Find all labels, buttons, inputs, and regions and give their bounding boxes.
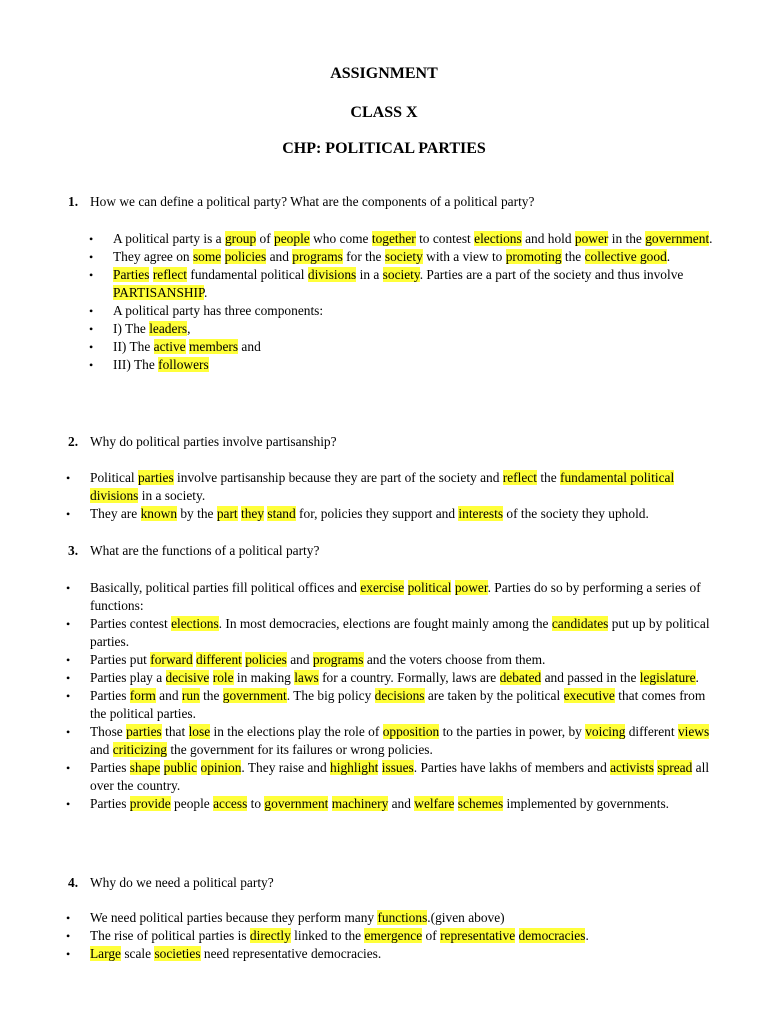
answer-text: by the [177, 506, 217, 521]
highlighted-keyword: shape [129, 760, 161, 775]
answer-text: , [187, 321, 191, 336]
answer-text: . [203, 285, 208, 300]
highlighted-keyword: government [264, 796, 329, 811]
answer-text: and [388, 796, 415, 811]
highlighted-keyword: fundamental political [560, 470, 675, 485]
bullet-point: • [66, 911, 71, 925]
highlighted-keyword: emergence [364, 928, 423, 943]
answer-text: different [625, 724, 678, 739]
highlighted-keyword: reflect [152, 267, 188, 282]
answer-text: scale [120, 946, 155, 961]
highlighted-keyword: collective good [584, 249, 667, 264]
answer-text: linked to the [290, 928, 365, 943]
bullet-point: • [66, 947, 71, 961]
highlighted-keyword: together [371, 231, 416, 246]
answer-item [89, 320, 713, 338]
highlighted-keyword: divisions [307, 267, 357, 282]
question-text: What are the functions of a political party? [90, 543, 320, 558]
answer-item [66, 579, 722, 615]
answer-text: are taken by the political [424, 688, 564, 703]
answer-text: of [256, 231, 275, 246]
answer-text: to contest [415, 231, 475, 246]
question-2 [68, 433, 728, 451]
highlighted-keyword: laws [294, 670, 319, 685]
answer-text: and passed in the [541, 670, 640, 685]
answer-item [89, 338, 713, 356]
highlighted-keyword: promoting [505, 249, 562, 264]
highlighted-keyword: legislature [639, 670, 696, 685]
highlighted-keyword: functions [377, 910, 428, 925]
highlighted-keyword: debated [499, 670, 542, 685]
question-number: 3. [68, 543, 79, 558]
highlighted-keyword: political [407, 580, 452, 595]
answer-item [66, 615, 722, 651]
answer-text: and [155, 688, 182, 703]
highlighted-keyword: directly [249, 928, 291, 943]
highlighted-keyword: society [382, 267, 420, 282]
highlighted-keyword: form [129, 688, 156, 703]
bullet-point: • [66, 761, 71, 775]
answer-item [89, 266, 713, 302]
answer-text: people [170, 796, 214, 811]
highlighted-keyword: provide [129, 796, 171, 811]
highlighted-keyword: machinery [331, 796, 389, 811]
answer-text: I) The [113, 321, 150, 336]
answer-text: the [561, 249, 585, 264]
highlighted-keyword: societies [154, 946, 201, 961]
highlighted-keyword: different [196, 652, 242, 667]
question-3 [68, 542, 728, 560]
highlighted-keyword: public [163, 760, 198, 775]
answer-item [66, 687, 722, 723]
highlighted-keyword: leaders [149, 321, 188, 336]
answer-item [89, 356, 713, 374]
answer-list-1 [89, 230, 713, 374]
highlighted-keyword: followers [158, 357, 209, 372]
question-number: 2. [68, 434, 79, 449]
answer-text: .(given above) [427, 910, 505, 925]
answer-text: for, policies they support and [295, 506, 459, 521]
highlighted-keyword: group [224, 231, 257, 246]
highlighted-keyword: programs [292, 249, 343, 264]
question-4 [68, 874, 728, 892]
answer-text: fundamental political [187, 267, 308, 282]
answer-list-3 [66, 579, 722, 813]
bullet-point: • [89, 322, 94, 336]
highlighted-keyword: voicing [585, 724, 626, 739]
bullet-point: • [66, 581, 71, 595]
highlighted-keyword: society [384, 249, 423, 264]
answer-text: for a country. Formally, laws are [318, 670, 500, 685]
highlighted-keyword: active [153, 339, 186, 354]
answer-item [89, 302, 713, 320]
answer-text: in making [233, 670, 295, 685]
answer-list-4 [66, 909, 722, 963]
bullet-point: • [66, 797, 71, 811]
answer-item [66, 723, 722, 759]
question-text: Why do we need a political party? [90, 875, 274, 890]
answer-text: to [247, 796, 265, 811]
answer-text: and [286, 652, 313, 667]
answer-text: . Parties are a part of the society and thus involve [419, 267, 684, 282]
highlighted-keyword: role [212, 670, 234, 685]
highlighted-keyword: policies [224, 249, 267, 264]
answer-text: who come [309, 231, 372, 246]
class-title: CLASS X [350, 104, 418, 121]
answer-text: of [422, 928, 441, 943]
answer-text: all over the country. [90, 760, 710, 793]
answer-text: Parties [90, 760, 130, 775]
highlighted-keyword: people [274, 231, 310, 246]
question-number: 4. [68, 875, 79, 890]
answer-text: III) The [113, 357, 159, 372]
answer-text: Basically, political parties fill political offices and [90, 580, 361, 595]
highlighted-keyword: PARTISANSHIP [113, 285, 204, 300]
highlighted-keyword: members [188, 339, 239, 354]
answer-text: and [266, 249, 293, 264]
highlighted-keyword: Parties [113, 267, 150, 282]
answer-item [66, 505, 722, 523]
answer-item [66, 669, 722, 687]
answer-text: that comes from the political parties. [90, 688, 706, 721]
answer-text: and [238, 339, 261, 354]
bullet-point: • [89, 250, 94, 264]
highlighted-keyword: exercise [360, 580, 405, 595]
highlighted-keyword: some [192, 249, 222, 264]
bullet-point: • [89, 340, 94, 354]
highlighted-keyword: democracies [518, 928, 586, 943]
question-text: Why do political parties involve partisanship? [90, 434, 337, 449]
bullet-point: • [89, 232, 94, 246]
answer-text: and hold [521, 231, 575, 246]
highlighted-keyword: opinion [200, 760, 242, 775]
highlighted-keyword: part [216, 506, 238, 521]
highlighted-keyword: elections [474, 231, 522, 246]
answer-text: in the [608, 231, 646, 246]
highlighted-keyword: power [574, 231, 609, 246]
answer-item [89, 230, 713, 248]
highlighted-keyword: schemes [457, 796, 504, 811]
highlighted-keyword: executive [563, 688, 615, 703]
highlighted-keyword: stand [267, 506, 296, 521]
highlighted-keyword: spread [657, 760, 693, 775]
answer-text: II) The [113, 339, 154, 354]
answer-text: that [161, 724, 189, 739]
highlighted-keyword: they [241, 506, 265, 521]
highlighted-keyword: reflect [502, 470, 537, 485]
highlighted-keyword: programs [312, 652, 364, 667]
answer-text: and the voters choose from them. [363, 652, 546, 667]
answer-text: . [695, 670, 699, 685]
answer-text: . In most democracies, elections are fought mainly among the [218, 616, 552, 631]
bullet-point: • [66, 725, 71, 739]
answer-text: Parties contest [90, 616, 172, 631]
bullet-point: • [66, 653, 71, 667]
answer-text: in the elections play the role of [210, 724, 383, 739]
highlighted-keyword: opposition [382, 724, 440, 739]
highlighted-keyword: criticizing [112, 742, 167, 757]
answer-text: Parties [90, 688, 130, 703]
answer-text: Parties put [90, 652, 151, 667]
answer-text: involve partisanship because they are part of the society and [173, 470, 503, 485]
answer-text: The rise of political parties is [90, 928, 250, 943]
highlighted-keyword: interests [458, 506, 504, 521]
answer-text: the government for its failures or wrong policies. [166, 742, 433, 757]
highlighted-keyword: divisions [90, 488, 139, 503]
answer-text: Parties [90, 796, 130, 811]
answer-item [66, 759, 722, 795]
answer-text [197, 760, 200, 775]
answer-item [66, 469, 722, 505]
bullet-point: • [89, 268, 94, 282]
question-number: 1. [68, 194, 79, 209]
answer-text: They are [90, 506, 141, 521]
assignment-title: ASSIGNMENT [330, 65, 438, 82]
bullet-point: • [66, 929, 71, 943]
highlighted-keyword: candidates [551, 616, 609, 631]
highlighted-keyword: policies [245, 652, 287, 667]
highlighted-keyword: run [181, 688, 200, 703]
answer-text: with a view to [422, 249, 506, 264]
answer-text: They agree on [113, 249, 193, 264]
answer-item [66, 927, 722, 945]
highlighted-keyword: issues [381, 760, 414, 775]
answer-item [89, 248, 713, 266]
answer-text: . They raise and [241, 760, 331, 775]
answer-text: We need political parties because they perform many [90, 910, 378, 925]
answer-text: in a society. [138, 488, 206, 503]
highlighted-keyword: decisive [165, 670, 210, 685]
answer-text: . [709, 231, 713, 246]
highlighted-keyword: parties [126, 724, 162, 739]
bullet-point: • [66, 689, 71, 703]
highlighted-keyword: decisions [374, 688, 425, 703]
highlighted-keyword: government [222, 688, 287, 703]
answer-text: and [90, 742, 113, 757]
highlighted-keyword: forward [150, 652, 193, 667]
answer-text: to the parties in power, by [439, 724, 586, 739]
bullet-point: • [66, 617, 71, 631]
answer-text: of the society they uphold. [503, 506, 649, 521]
answer-item [66, 909, 722, 927]
answer-text: Those [90, 724, 127, 739]
highlighted-keyword: welfare [414, 796, 455, 811]
bullet-point: • [66, 507, 71, 521]
highlighted-keyword: highlight [330, 760, 379, 775]
answer-text: need representative democracies. [200, 946, 382, 961]
bullet-point: • [89, 358, 94, 372]
highlighted-keyword: access [213, 796, 248, 811]
highlighted-keyword: representative [440, 928, 516, 943]
answer-text: put up by political parties. [90, 616, 710, 649]
chapter-title: CHP: POLITICAL PARTIES [282, 140, 486, 157]
answer-text: for the [342, 249, 385, 264]
answer-text: in a [356, 267, 383, 282]
highlighted-keyword: Large [90, 946, 121, 961]
answer-text: A political party has three components: [113, 303, 324, 318]
highlighted-keyword: government [645, 231, 710, 246]
question-1 [68, 193, 728, 211]
answer-item [66, 795, 722, 813]
highlighted-keyword: known [140, 506, 178, 521]
answer-text: . [585, 928, 589, 943]
highlighted-keyword: activists [610, 760, 654, 775]
highlighted-keyword: lose [188, 724, 211, 739]
highlighted-keyword: views [677, 724, 710, 739]
answer-text: the [536, 470, 561, 485]
answer-text: Political [90, 470, 138, 485]
answer-text: . Parties do so by performing a series of functions: [90, 580, 701, 613]
answer-text: . Parties have lakhs of members and [413, 760, 611, 775]
highlighted-keyword: power [454, 580, 488, 595]
answer-text: . The big policy [286, 688, 375, 703]
answer-item [66, 651, 722, 669]
highlighted-keyword: parties [137, 470, 174, 485]
answer-list-2 [66, 469, 722, 523]
bullet-point: • [66, 671, 71, 685]
answer-text: implemented by governments. [503, 796, 670, 811]
question-text: How we can define a political party? What are the components of a political party? [90, 194, 535, 209]
answer-text: Parties play a [90, 670, 166, 685]
answer-text [515, 928, 518, 943]
highlighted-keyword: elections [171, 616, 219, 631]
answer-text: . [666, 249, 671, 264]
bullet-point: • [66, 471, 71, 485]
answer-text: A political party is a [113, 231, 225, 246]
bullet-point: • [89, 304, 94, 318]
answer-text: the [199, 688, 223, 703]
answer-item [66, 945, 722, 963]
